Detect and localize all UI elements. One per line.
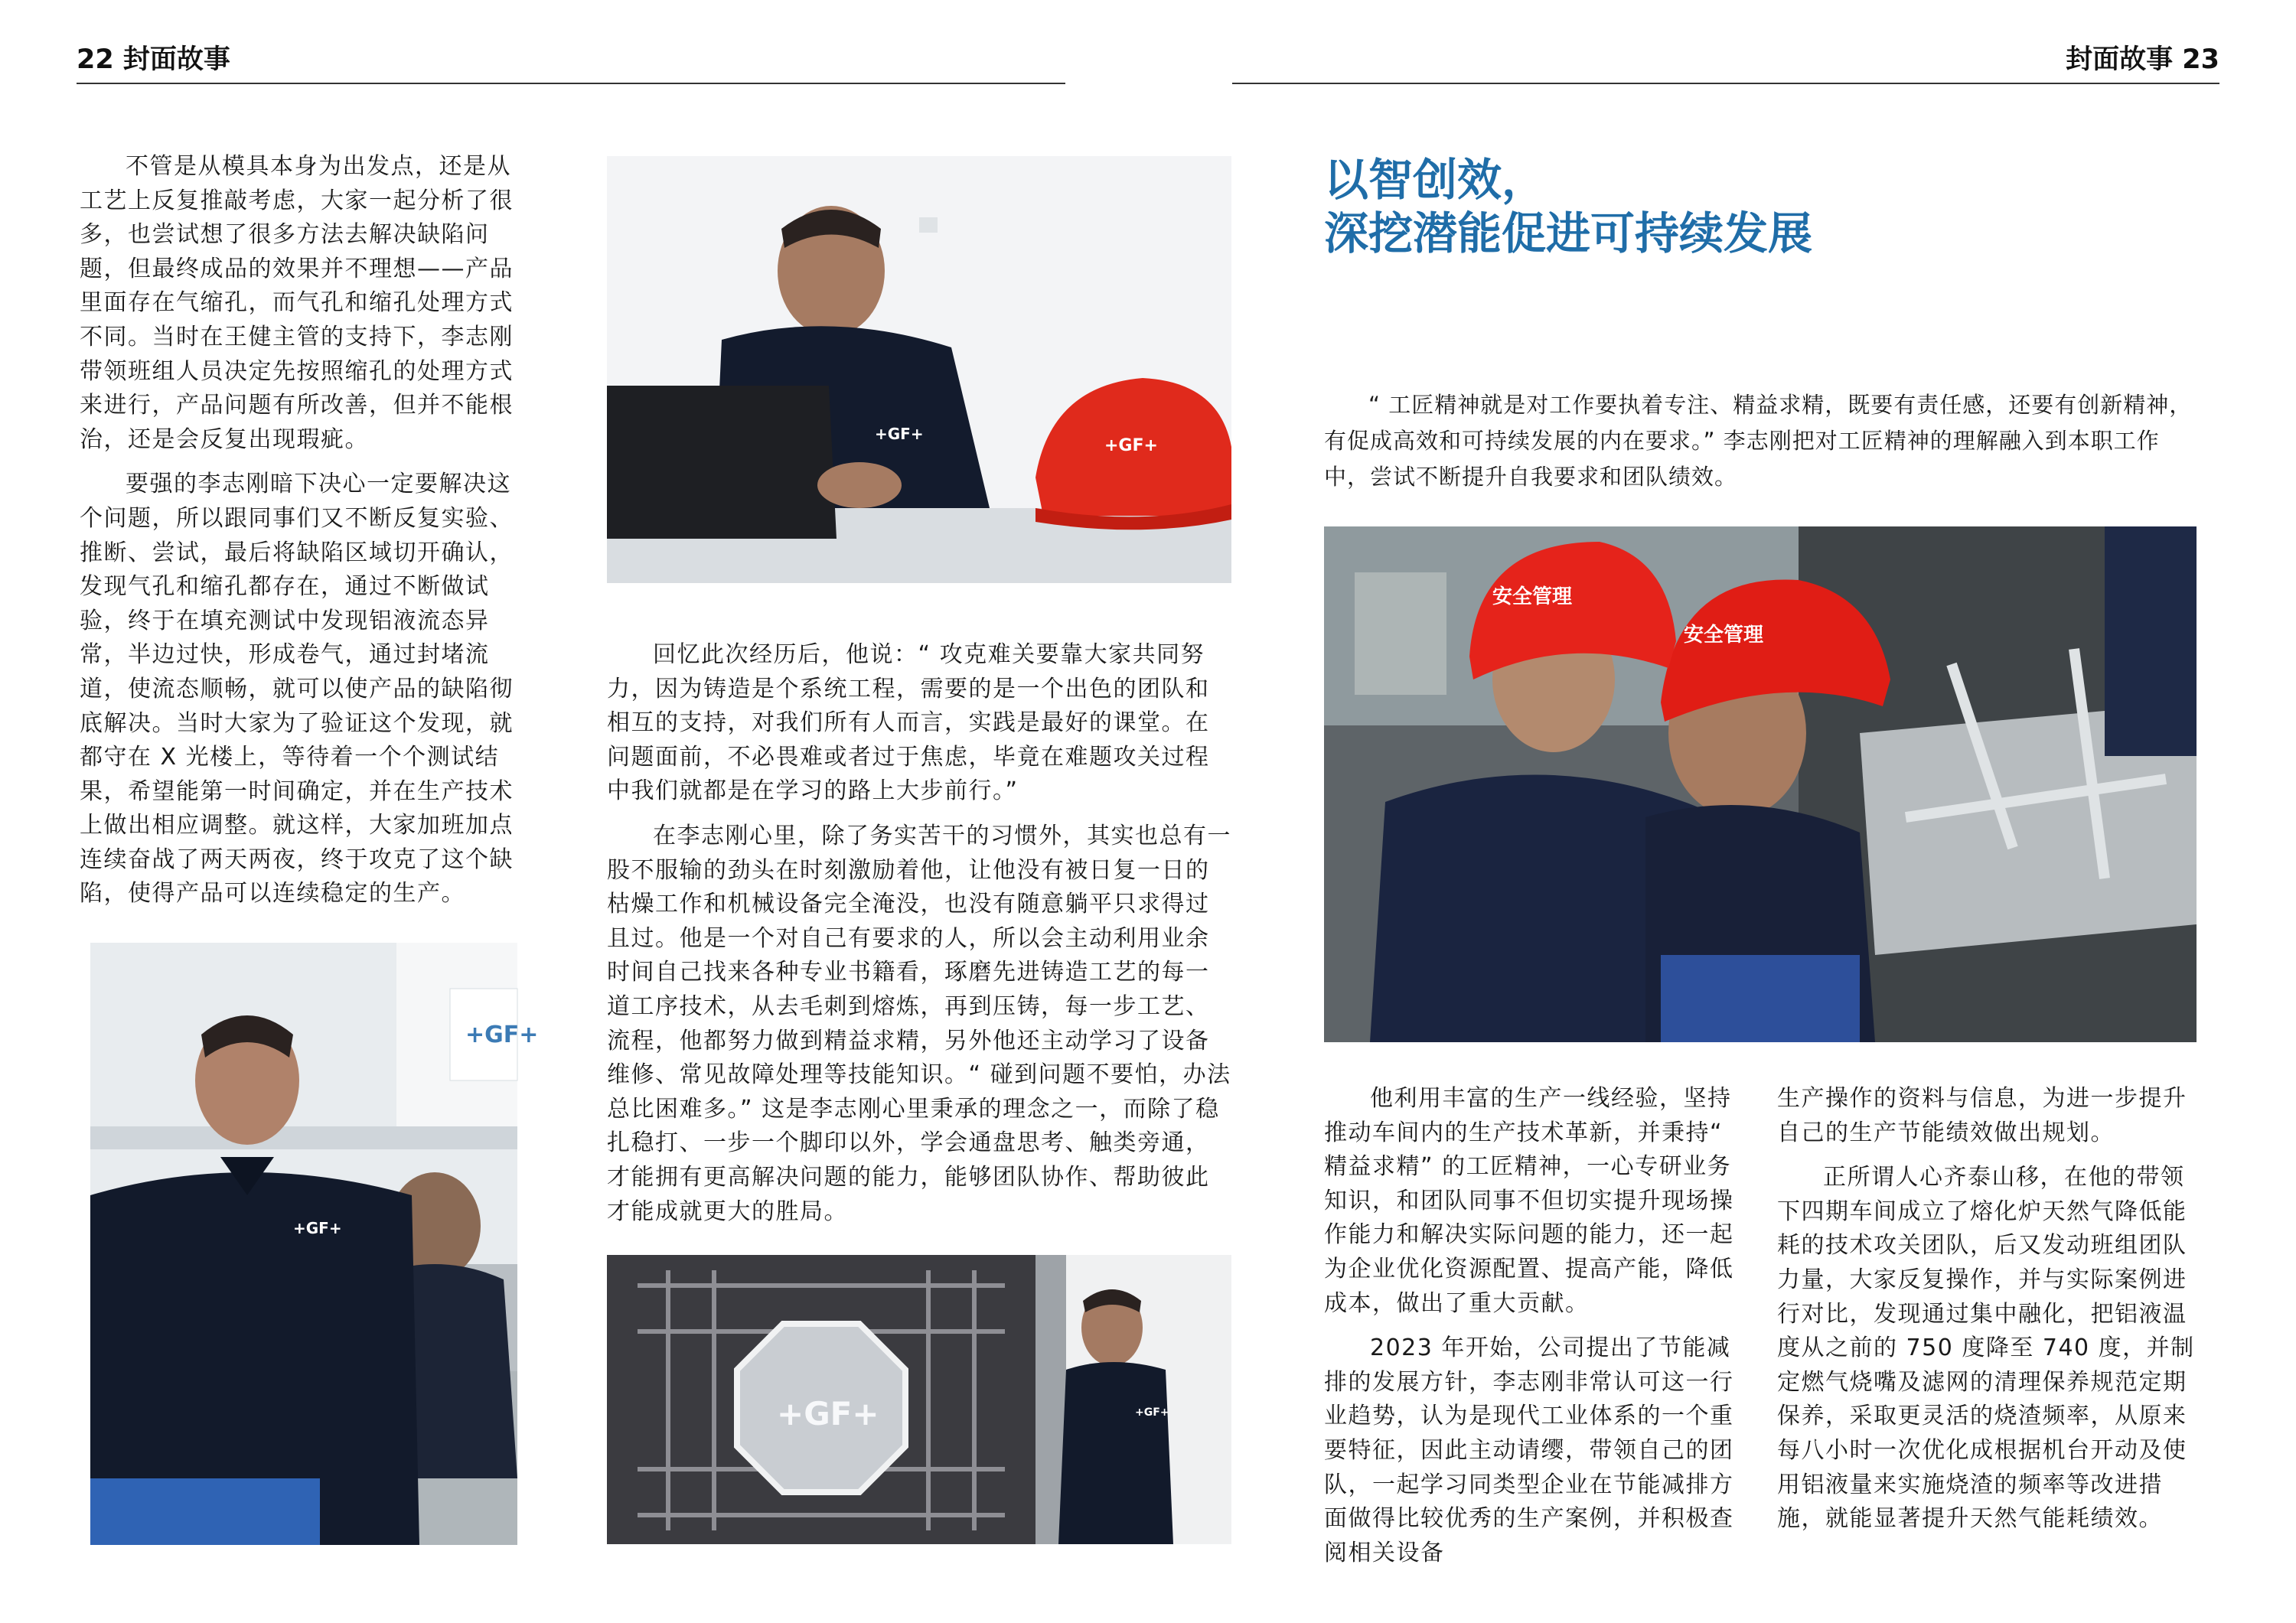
gf-wall-logo: +GF+ [777,1395,879,1432]
gf-shirt-logo: +GF+ [875,425,924,443]
column-1-text [80,150,517,922]
right-page-header: 封面故事 23 [2066,44,2219,75]
section-heading [1324,153,1812,260]
portrait-photo [90,943,539,1545]
paragraph: 不管是从模具本身为出发点，还是从工艺上反复推敲考虑，大家一起分析了很多，也尝试想了很多方法去解决缺陷问题，但最终成品的效果并不理想——产品里面存在气缩孔，而气孔和缩孔处理方式不同。当时在王健主管的支持下，李志刚带领班组人员决定先按照缩孔的处理方式来进行，产品问题有所改善，但并不能根治，还是会反复出现瑕疵。 [80,153,514,453]
paragraph: 生产操作的资料与信息，为进一步提升自己的生产节能绩效做出规划。 [1777,1085,2187,1146]
paragraph: 他利用丰富的生产一线经验，坚持推动车间内的生产技术革新，并秉持“ 精益求精” 的工匠精神，一心专研业务知识，和团队同事不但切实提升现场操作能力和解决实际问题的能力，还一起为企业优化资源配置、提高产能，降低成本，做出了重大贡献。 [1324,1085,1734,1317]
paragraph: 回忆此次经历后，他说：“ 攻克难关要靠大家共同努力，因为铸造是个系统工程，需要的是一个出色的团队和相互的支持，对我们所有人而言，实践是最好的课堂。在问题面前，不必畏难或者过于焦虑，毕竟在难题攻关过程中我们就都是在学习的路上大步前行。” [607,641,1210,805]
helmet-label: 安全管理 [1492,585,1573,608]
left-page-header: 22 封面故事 [77,44,230,75]
workshop-photo [1324,526,2197,1042]
column-2-text [607,638,1231,1240]
paragraph: 2023 年开始，公司提出了节能减排的发展方针，李志刚非常认可这一行业趋势，认为是现代工业体系的一个重要特征，因此主动请缨，带领自己的团队，一起学习同类型企业在节能减排方面做得比较优秀的生产案例，并积极查阅相关设备 [1324,1335,1734,1566]
intro-quote [1324,387,2197,495]
paragraph: 在李志刚心里，除了务实苦干的习惯外，其实也总有一股不服输的劲头在时刻激励着他，让他没有被日复一日的枯燥工作和机械设备完全淹没，也没有随意躺平只求得过且过。他是一个对自己有要求的人，所以会主动利用业余时间自己找来各种专业书籍看，琢磨先进铸造工艺的每一道工序技术，从去毛刺到熔炼，再到压铸，每一步工艺、流程，他都努力做到精益求精，另外他还主动学习了设备维修、常见故障处理等技能知识。“ 碰到问题不要怕，办法总比困难多。” 这是李志刚心里秉承的理念之一，而除了稳扎稳打、一步一个脚印以外，学会通盘思考、触类旁通，才能拥有更高解决问题的能力，能够团队协作、帮助彼此才能成就更大的胜局。 [607,822,1231,1225]
paragraph: 正所谓人心齐泰山移，在他的带领下四期车间成立了熔化炉天然气降低能耗的技术攻关团队，后又发动班组团队力量，大家反复操作，并与实际案例进行对比，发现通过集中融化，把铝液温度从之前的 750 度降至 740 度，并制定燃气烧嘴及滤网的清理保养规范定期保养，采取更灵活的烧渣频率，从原来每八小时一次优化成根据机台开动及使用铝液量来实施烧渣的频率等改进措施，就能显著提升天然气能耗绩效。 [1777,1164,2195,1533]
intro-paragraph: “ 工匠精神就是对工作要执着专注、精益求精，既要有责任感，还要有创新精神，有促成高效和可持续发展的内在要求。” 李志刚把对工匠精神的理解融入到本职工作中，尝试不断提升自我要求和团队绩效。 [1324,392,2193,490]
heading-line-1: 以智创效， [1324,154,1547,206]
heading-line-2: 深挖潜能促进可持续发展 [1324,207,1813,259]
column-3-text [1324,1082,1743,1581]
laptop-photo [607,156,1231,583]
column-4-text [1777,1082,2197,1547]
right-header-rule [1232,83,2219,84]
gf-wall-photo [607,1255,1231,1544]
gf-helmet-logo: +GF+ [1104,436,1158,455]
gf-shirt-logo: +GF+ [293,1219,342,1237]
gf-wall-logo: +GF+ [465,1022,539,1048]
left-header-rule [77,83,1065,84]
gf-shirt-logo: +GF+ [1135,1406,1169,1419]
paragraph: 要强的李志刚暗下决心一定要解决这个问题，所以跟同事们又不断反复实验、推断、尝试，最后将缺陷区域切开确认，发现气孔和缩孔都存在，通过不断做试验，终于在填充测试中发现铝液流态异常，半边过快，形成卷气，通过封堵流道，使流态顺畅，就可以使产品的缺陷彻底解决。当时大家为了验证这个发现，就都守在 X 光楼上，等待着一个个测试结果，希望能第一时间确定，并在生产技术上做出相应调整。就这样，大家加班加点连续奋战了两天两夜，终于攻克了这个缺陷，使得产品可以连续稳定的生产。 [80,471,514,908]
helmet-label: 安全管理 [1684,624,1764,647]
